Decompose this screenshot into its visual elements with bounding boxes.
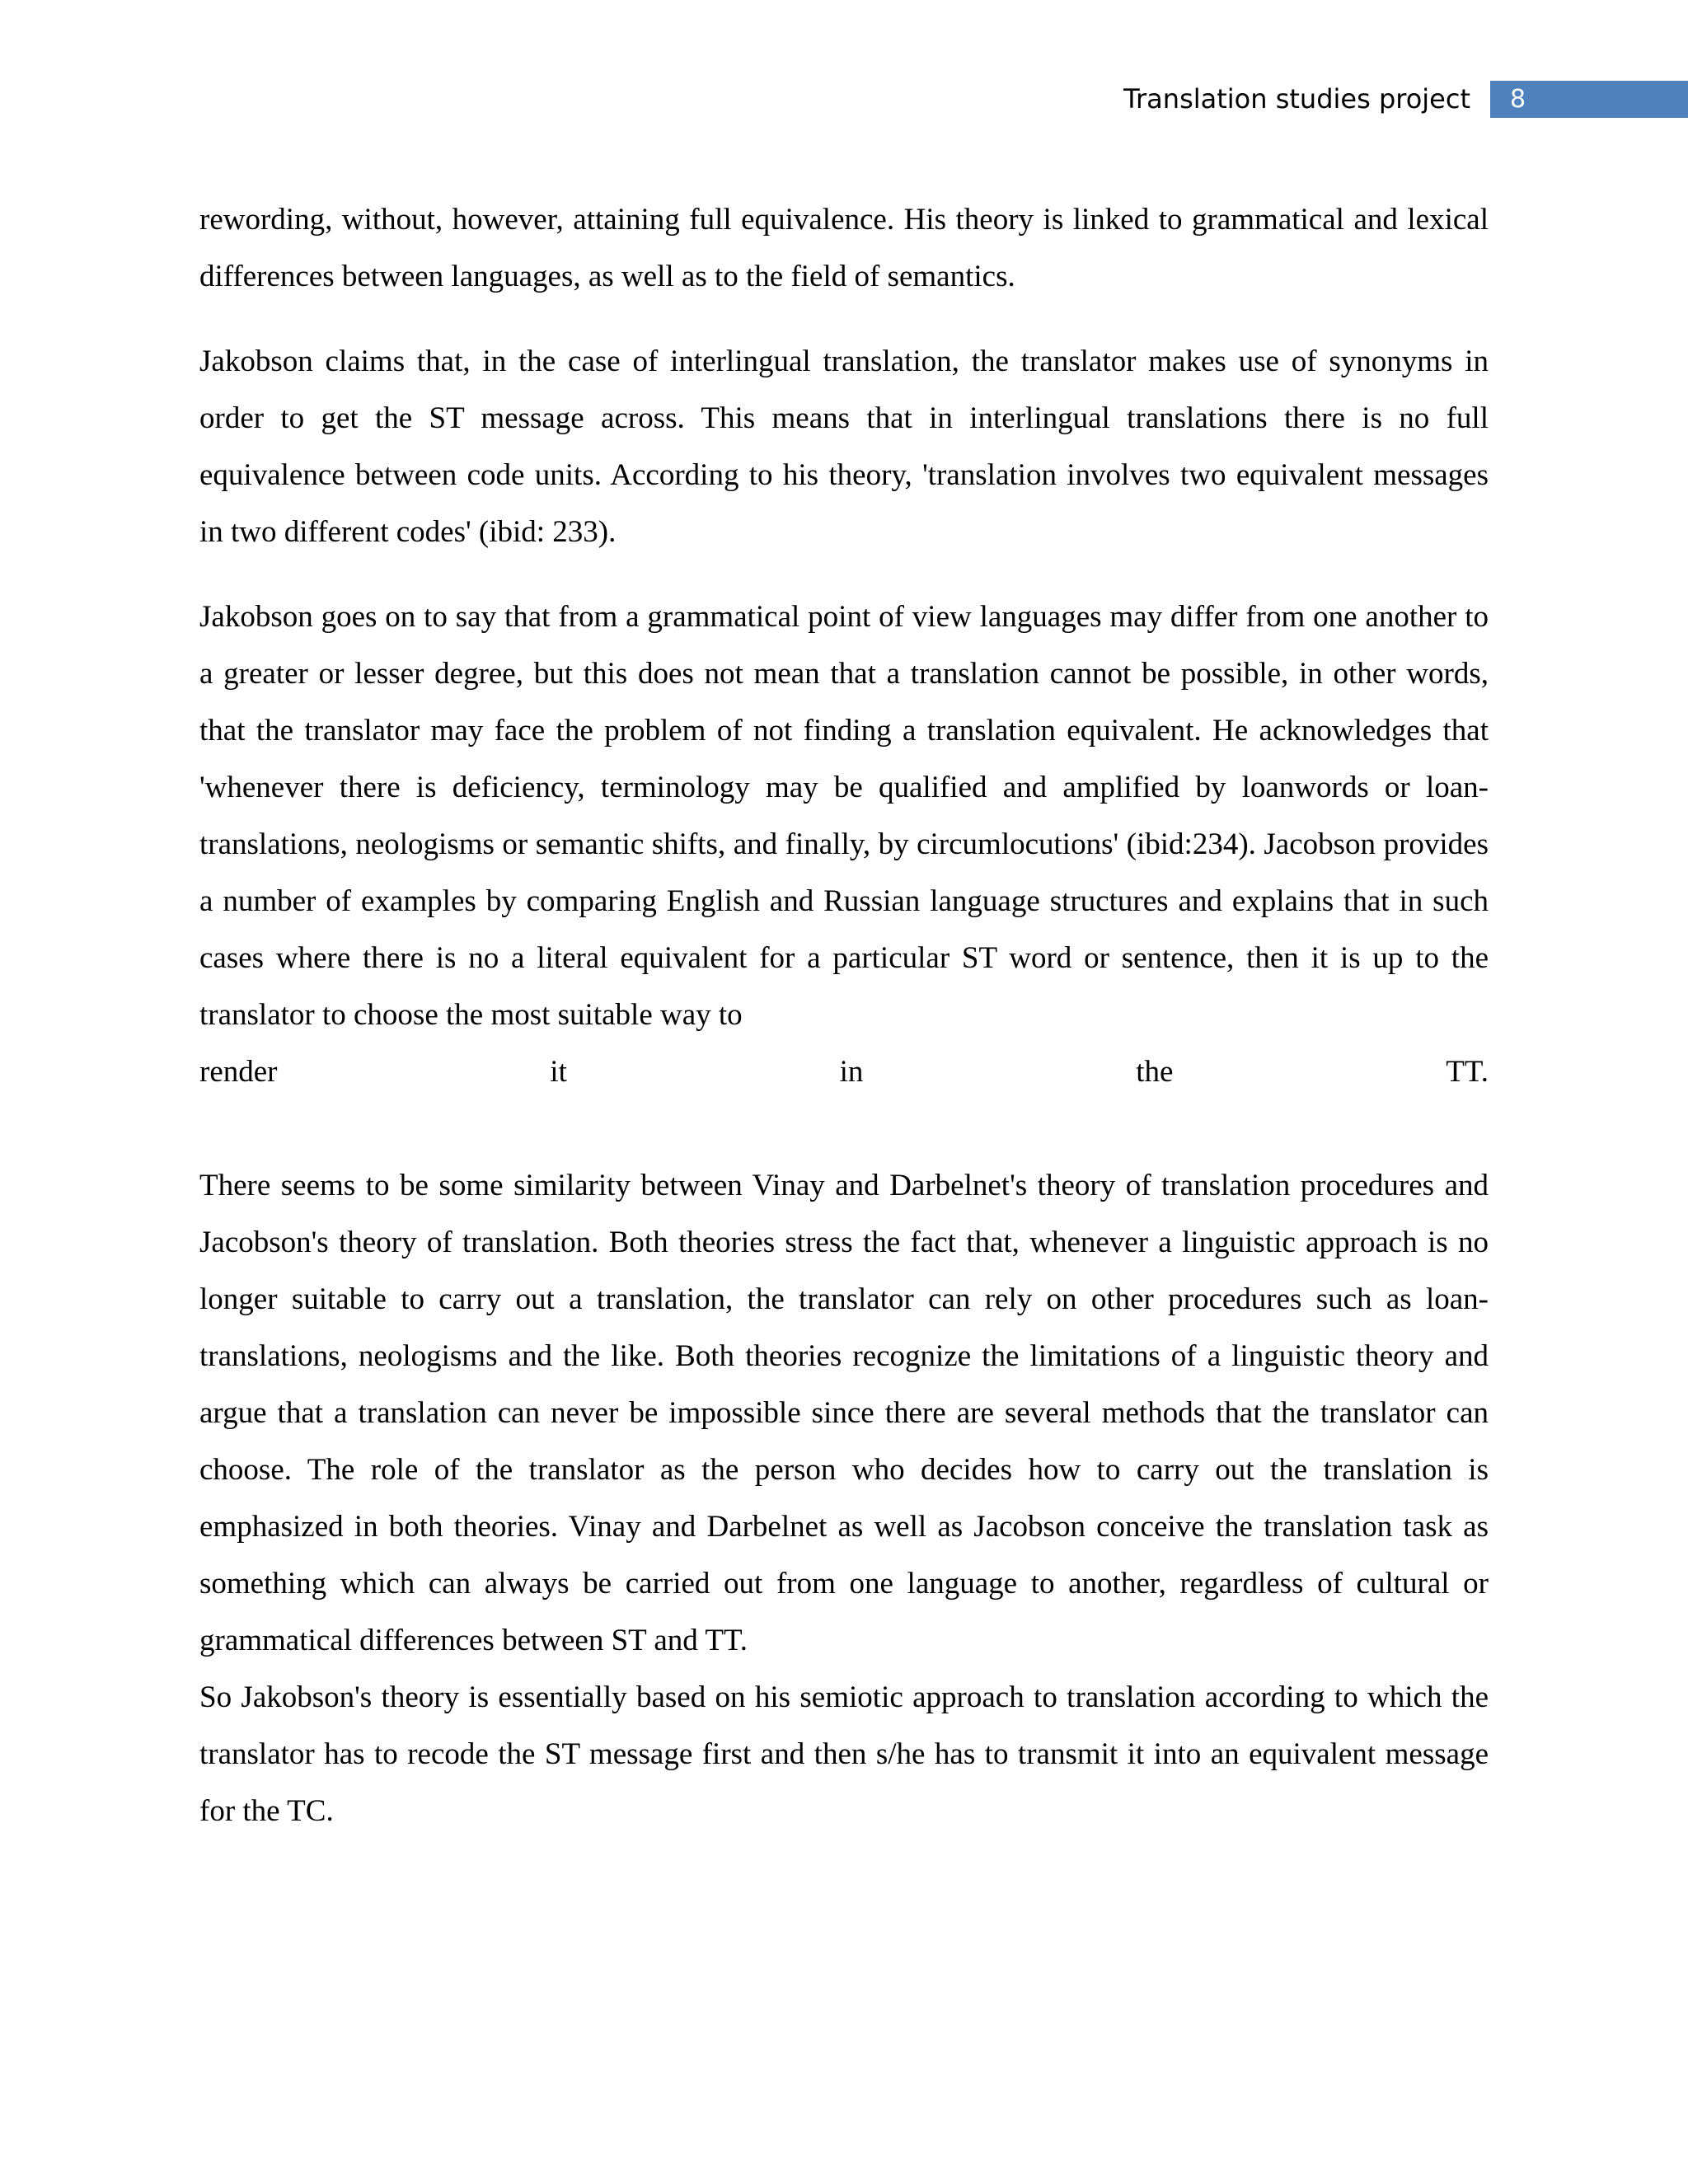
word: TT. [1446,1055,1489,1089]
word: it [550,1055,567,1089]
page-header [1123,81,1688,118]
paragraph: Jakobson goes on to say that from a grammatical point of view languages may differ from one another to a greater or lesser degree, but this does not mean that a translation cannot be possible, in other words, that the translator may face the problem of not finding a translation equivalent. He acknowledges that 'whenever there is deficiency, terminology may be qualified and amplified by loanwords or loan-translations, neologisms or semantic shifts, and finally, by circumlocutions' (ibid:234). Jacobson provides a number of examples by comparing English and Russian language structures and explains that in such cases where there is no a literal equivalent for a particular ST word or sentence, then it is up to the translator to choose the most suitable way to [199,600,1489,1032]
justified-line [199,1043,1489,1100]
body-text [199,191,1489,1840]
word: in [839,1055,864,1089]
paragraph: Jakobson claims that, in the case of interlingual translation, the translator makes use of synonyms in order to get the ST message across. This means that in interlingual translations there is no full equivalence between code units. According to his theory, 'translation involves two equivalent messages in two different codes' (ibid: 233). [199,344,1489,549]
paragraph: rewording, without, however, attaining full equivalence. His theory is linked to grammatical and lexical differences between languages, as well as to the field of semantics. [199,203,1489,293]
word: render [199,1055,278,1089]
header-title: Translation studies project [1123,83,1470,115]
paragraph: So Jakobson's theory is essentially based on his semiotic approach to translation according to which the translator has to recode the ST message first and then s/he has to transmit it into an equivalent message for the TC. [199,1680,1489,1828]
paragraph: There seems to be some similarity between Vinay and Darbelnet's theory of translation procedures and Jacobson's theory of translation. Both theories stress the fact that, whenever a linguistic approach is no longer suitable to carry out a translation, the translator can rely on other procedures such as loan-translations, neologisms and the like. Both theories recognize the limitations of a linguistic theory and argue that a translation can never be impossible since there are several methods that the translator can choose. The role of the translator as the person who decides how to carry out the translation is emphasized in both theories. Vinay and Darbelnet as well as Jacobson conceive the translation task as something which can always be carried out from one language to another, regardless of cultural or grammatical differences between ST and TT. [199,1169,1489,1657]
page-number-badge: 8 [1490,81,1688,118]
word: the [1136,1055,1174,1089]
